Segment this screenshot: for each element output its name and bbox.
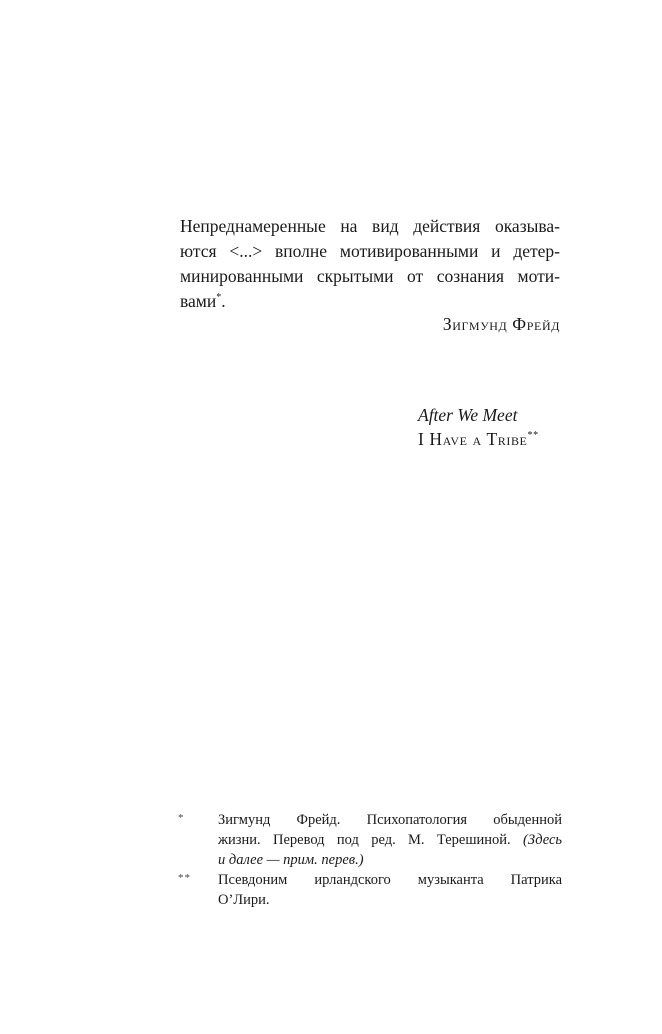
footnote-ref-1: * [216, 292, 222, 304]
footnote-1-line-1: Зигмунд Фрейд. Психопатология обыденной [218, 812, 562, 828]
footnote-2 [178, 870, 562, 910]
song-author [418, 427, 578, 451]
footnote-1-line-2-italic: (Здесь [523, 832, 562, 848]
footnote-1-line-2-regular: жизни. Перевод под ред. М. Терешиной. [218, 832, 511, 848]
footnotes [178, 810, 562, 910]
tribe-epigraph [418, 403, 578, 451]
footnote-2-line-1: Псевдоним ирландского музыканта Патрика [218, 872, 562, 888]
epigraph-line-3: минированными скрытыми от сознания моти- [180, 266, 560, 286]
song-author-text: I Have a Tribe [418, 429, 528, 449]
footnote-1-line-2 [218, 830, 562, 850]
footnote-2-line-2: О’Лири. [218, 892, 270, 908]
freud-attribution: Зигмунд Фрейд [442, 314, 560, 334]
footnote-mark-2: ** [178, 872, 191, 884]
song-title: After We Meet [418, 405, 518, 425]
epigraph-line-4 [180, 289, 560, 314]
footnote-mark-1: * [178, 812, 185, 824]
epigraph-line-4-text: вами [180, 291, 217, 311]
footnote-1 [178, 810, 562, 870]
footnote-ref-2: ** [527, 430, 539, 442]
epigraph-line-2: ются <...> вполне мотивированными и детер- [180, 241, 560, 261]
freud-epigraph [180, 214, 560, 314]
epigraph-line-4-period: . [221, 291, 226, 311]
footnote-1-line-3: и далее — прим. перев.) [218, 852, 364, 868]
epigraph-line-1: Непреднамеренные на вид действия оказыва- [180, 216, 560, 236]
